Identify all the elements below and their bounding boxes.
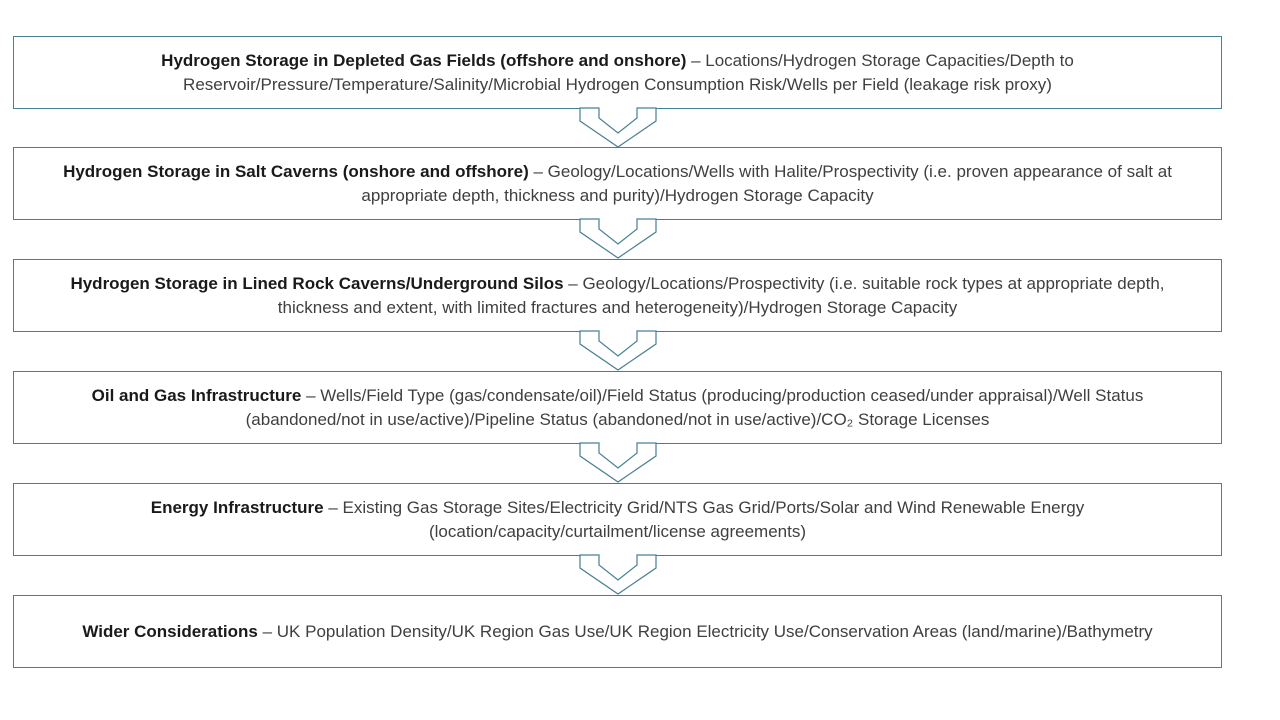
flow-box-depleted-gas-fields bbox=[13, 36, 1222, 109]
down-arrow-icon bbox=[579, 442, 657, 483]
separator-dash: – bbox=[563, 274, 583, 293]
flow-box-wider-considerations bbox=[13, 595, 1222, 668]
box-details: Locations/Hydrogen Storage Capacities/Depth to Reservoir/Pressure/Temperature/Salinity/Microbial Hydrogen Consumption Risk/Wells per Field (leakage risk proxy) bbox=[183, 51, 1074, 94]
down-arrow-icon bbox=[579, 218, 657, 259]
separator-dash: – bbox=[257, 621, 277, 641]
box-text bbox=[14, 49, 1221, 96]
down-arrow-icon bbox=[579, 330, 657, 371]
box-text bbox=[14, 496, 1221, 543]
box-details: Wells/Field Type (gas/condensate/oil)/Field Status (producing/production ceased/under appraisal)/Well Status (abandoned/not in use/active)/Pipeline Status (abandoned/not in use/active)/CO₂ Storage Licenses bbox=[245, 386, 1144, 429]
box-text bbox=[14, 272, 1221, 319]
flow-box-oil-and-gas-infrastructure bbox=[13, 371, 1222, 444]
box-title: Wider Considerations bbox=[82, 621, 258, 641]
flow-box-energy-infrastructure bbox=[13, 483, 1222, 556]
box-text bbox=[14, 620, 1221, 644]
box-details: Geology/Locations/Wells with Halite/Prospectivity (i.e. proven appearance of salt at appropriate depth, thickness and purity)/Hydrogen Storage Capacity bbox=[361, 162, 1172, 205]
down-arrow-icon bbox=[579, 554, 657, 595]
box-title: Oil and Gas Infrastructure bbox=[91, 386, 302, 405]
flow-box-salt-caverns bbox=[13, 147, 1222, 220]
down-arrow-icon bbox=[579, 107, 657, 148]
separator-dash: – bbox=[323, 498, 343, 517]
box-details: UK Population Density/UK Region Gas Use/UK Region Electricity Use/Conservation Areas (land/marine)/Bathymetry bbox=[276, 621, 1153, 641]
separator-dash: – bbox=[301, 386, 321, 405]
box-details: Geology/Locations/Prospectivity (i.e. suitable rock types at appropriate depth, thickness and extent, with limited fractures and heterogeneity)/Hydrogen Storage Capacity bbox=[277, 274, 1165, 317]
separator-dash: – bbox=[686, 51, 706, 70]
separator-dash: – bbox=[528, 162, 548, 181]
box-text bbox=[14, 160, 1221, 207]
box-text bbox=[14, 384, 1221, 431]
box-title: Hydrogen Storage in Lined Rock Caverns/Underground Silos bbox=[70, 274, 564, 293]
box-title: Energy Infrastructure bbox=[150, 498, 324, 517]
box-title: Hydrogen Storage in Salt Caverns (onshore and offshore) bbox=[63, 162, 529, 181]
box-title: Hydrogen Storage in Depleted Gas Fields (offshore and onshore) bbox=[161, 51, 687, 70]
flow-box-lined-rock-caverns bbox=[13, 259, 1222, 332]
box-details: Existing Gas Storage Sites/Electricity Grid/NTS Gas Grid/Ports/Solar and Wind Renewable Energy (location/capacity/curtailment/license agreements) bbox=[342, 498, 1085, 541]
